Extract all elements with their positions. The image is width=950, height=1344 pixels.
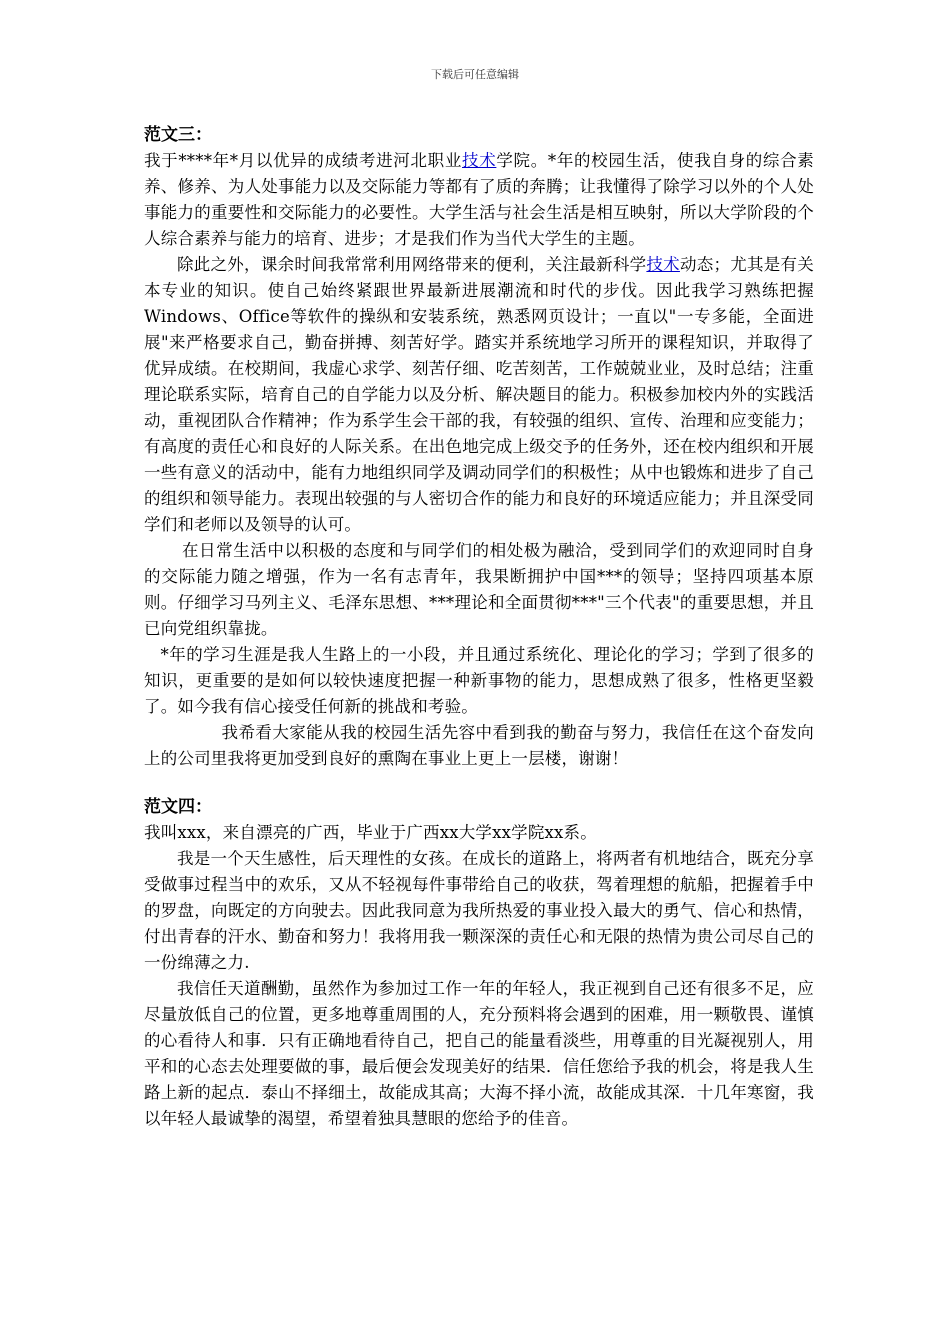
paragraph-text: 除此之外，课余时间我常常利用网络带来的便利，关注最新科学 bbox=[177, 255, 647, 274]
section-title: 范文四： bbox=[144, 797, 212, 817]
paragraph bbox=[144, 148, 814, 252]
paragraph-text: 在日常生活中以积极的态度和与同学们的相处极为融洽，受到同学们的欢迎同时自身的交际能力随之增强，作为一名有志青年，我果断拥护中国***的领导；坚持四项基本原则。仔细学习马列主义、毛泽东思想、***理论和全面贯彻***"三个代表"的重要思想，并且已向党组织靠拢。 bbox=[144, 541, 814, 638]
paragraph-text: 我于****年*月以优异的成绩考进河北职业 bbox=[144, 151, 463, 170]
paragraph-text: 我希看大家能从我的校园生活先容中看到我的勤奋与努力，我信任在这个奋发向上的公司里我将更加受到良好的熏陶在事业上更上一层楼，谢谢！ bbox=[144, 723, 814, 768]
paragraph bbox=[144, 538, 814, 642]
paragraph-text: 我叫xxx，来自漂亮的广西，毕业于广西xx大学xx学院xx系。 bbox=[144, 823, 597, 842]
paragraph bbox=[144, 820, 814, 846]
paragraph-text: 我信任天道酬勤，虽然作为参加过工作一年的年轻人，我正视到自己还有很多不足，应尽量放低自己的位置，更多地尊重周围的人，充分预料将会遇到的困难，用一颗敬畏、谨慎的心看待人和事．只有正确地看待自己，把自己的能量看淡些，用尊重的目光凝视别人，用平和的心态去处理要做的事，最后便会发现美好的结果．信任您给予我的机会，将是我人生路上新的起点．泰山不择细土，故能成其高；大海不择小流，故能成其深．十几年寒窗，我以年轻人最诚挚的渴望，希望着独具慧眼的您给予的佳音。 bbox=[144, 979, 814, 1128]
section-fanwen-4 bbox=[144, 794, 814, 1132]
paragraph bbox=[144, 252, 814, 538]
document-body bbox=[144, 122, 814, 1132]
paragraph-text: *年的学习生涯是我人生路上的一小段，并且通过系统化、理论化的学习；学到了很多的知识，更重要的是如何以较快速度把握一种新事物的能力，思想成熟了很多，性格更坚毅了。如今我有信心接受任何新的挑战和考验。 bbox=[144, 645, 814, 716]
keyword-link[interactable]: 技术 bbox=[646, 255, 680, 274]
section-title: 范文三： bbox=[144, 125, 212, 145]
paragraph bbox=[144, 846, 814, 976]
paragraph-text: 我是一个天生感性，后天理性的女孩。在成长的道路上，将两者有机地结合，既充分享受做事过程当中的欢乐，又从不轻视每件事带给自己的收获，驾着理想的航船，把握着手中的罗盘，向既定的方向驶去。因此我同意为我所热爱的事业投入最大的勇气、信心和热情，付出青春的汗水、勤奋和努力！我将用我一颗深深的责任心和无限的热情为贵公司尽自己的一份绵薄之力. bbox=[144, 849, 814, 972]
paragraph bbox=[144, 720, 814, 772]
paragraph bbox=[144, 976, 814, 1132]
keyword-link[interactable]: 技术 bbox=[462, 151, 497, 170]
page-header: 下载后可任意编辑 bbox=[431, 68, 519, 81]
paragraph bbox=[144, 642, 814, 720]
paragraph-text: 学院。*年的校园生活，使我自身的综合素养、修养、为人处事能力以及交际能力等都有了质的奔腾；让我懂得了除学习以外的个人处事能力的重要性和交际能力的必要性。大学生活与社会生活是相互映射，所以大学阶段的个人综合素养与能力的培育、进步；才是我们作为当代大学生的主题。 bbox=[144, 151, 814, 248]
paragraph-text: 动态；尤其是有关本专业的知识。使自己始终紧跟世界最新进展潮流和时代的步伐。因此我学习熟练把握Windows、Office等软件的操纵和安装系统，熟悉网页设计；一直以"一专多能，全面进展"来严格要求自己，勤奋拼搏、刻苦好学。踏实并系统地学习所开的课程知识，并取得了优异成绩。在校期间，我虚心求学、刻苦仔细、吃苦刻苦，工作兢兢业业，及时总结；注重理论联系实际，培育自己的自学能力以及分析、解决题目的能力。积极参加校内外的实践活动，重视团队合作精神；作为系学生会干部的我，有较强的组织、宣传、治理和应变能力；有高度的责任心和良好的人际关系。在出色地完成上级交予的任务外，还在校内组织和开展一些有意义的活动中，能有力地组织同学及调动同学们的积极性；从中也锻炼和进步了自己的组织和领导能力。表现出较强的与人密切合作的能力和良好的环境适应能力；并且深受同学们和老师以及领导的认可。 bbox=[144, 255, 814, 534]
section-fanwen-3 bbox=[144, 122, 814, 772]
